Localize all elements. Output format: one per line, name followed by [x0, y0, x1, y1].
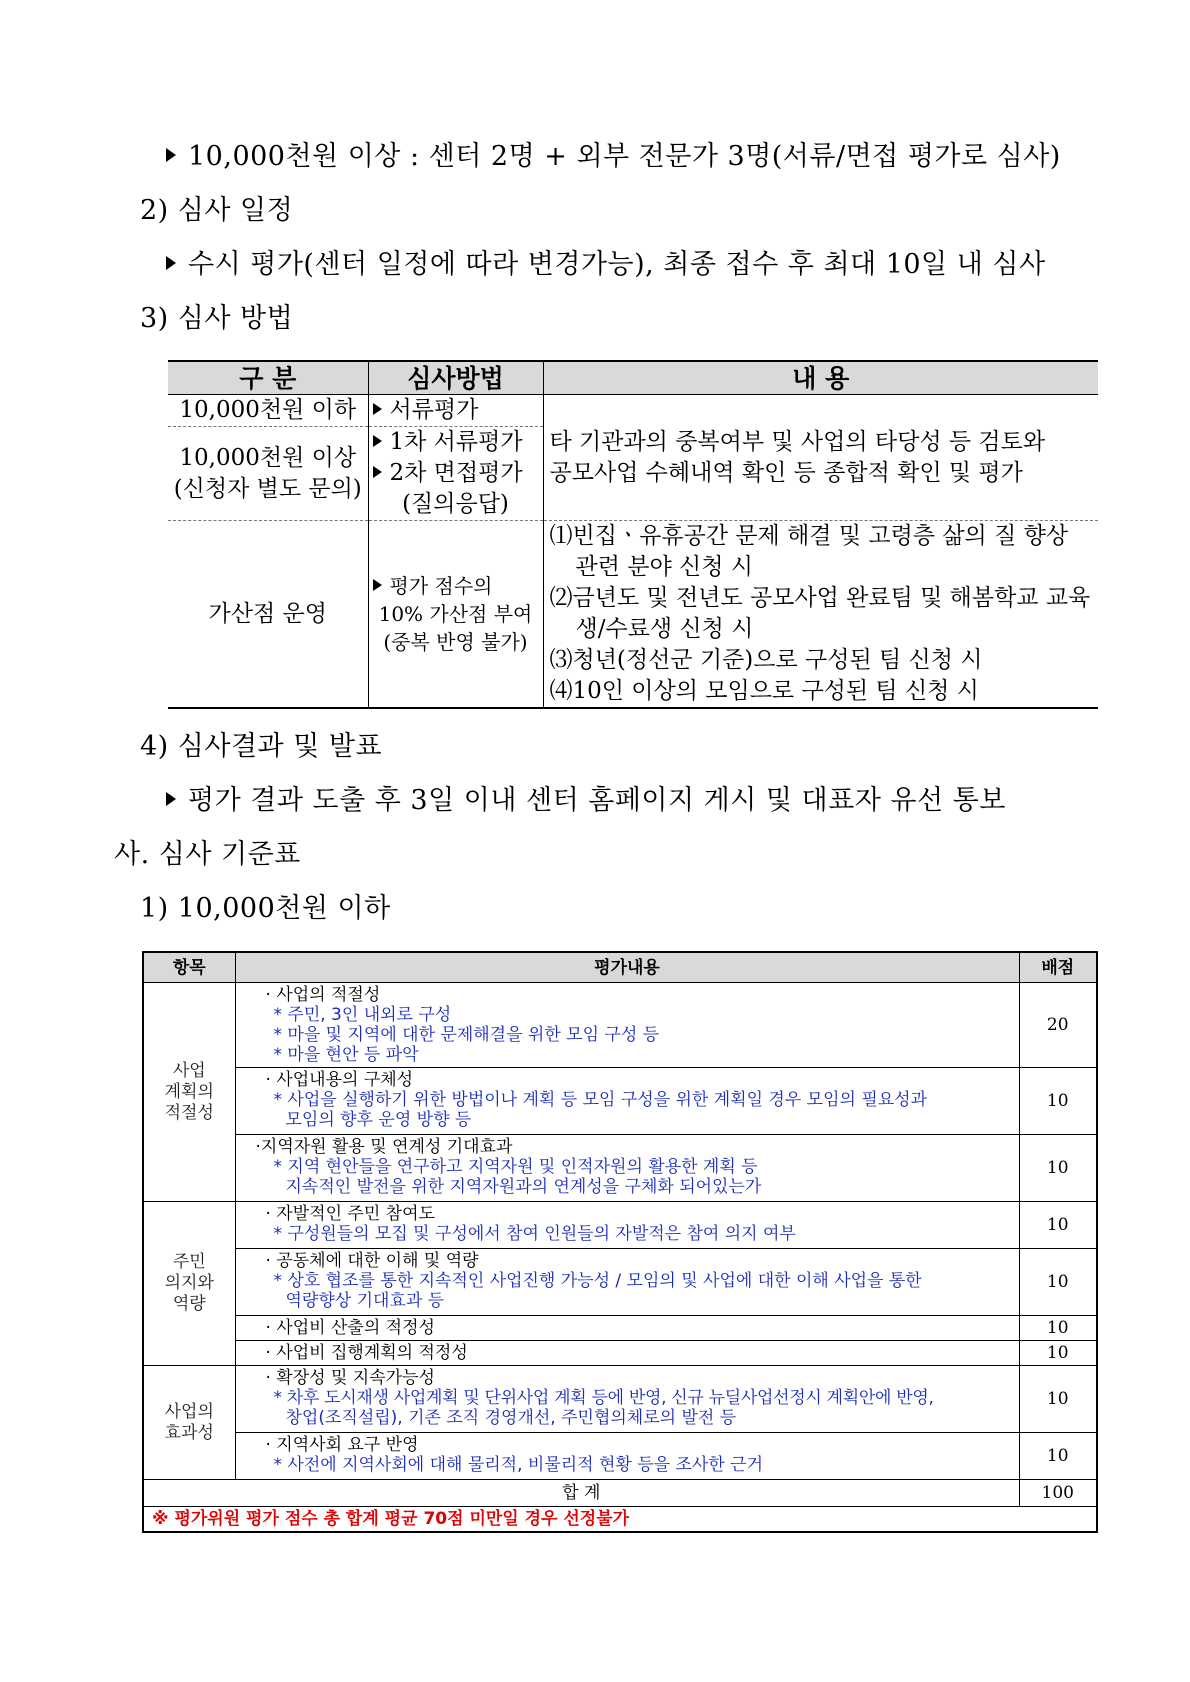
criteria-detail: * 주민, 3인 내외로 구성	[273, 1005, 452, 1025]
category-label: 주민	[172, 1252, 206, 1272]
criteria-row	[143, 1366, 1097, 1433]
criteria-detail: * 사전에 지역사회에 대해 물리적, 비물리적 현황 등을 조사한 근거	[273, 1455, 764, 1475]
criteria-score: 10	[1019, 1366, 1097, 1433]
criteria-detail: * 마을 및 지역에 대한 문제해결을 위한 모임 구성 등	[273, 1025, 660, 1045]
criteria-content	[235, 1341, 1019, 1366]
criteria-row	[143, 1068, 1097, 1135]
bullet-triangle-icon	[373, 403, 382, 415]
criteria-detail: * 사업을 실행하기 위한 방법이나 계획 등 모임 구성을 위한 계획일 경우 모임의 필요성과	[273, 1090, 928, 1110]
criteria-score: 10	[1019, 1249, 1097, 1316]
bonus-item: ⑷10인 이상의 모임으로 구성된 팀 신청 시	[549, 678, 979, 704]
criteria-title: · 사업내용의 구체성	[265, 1070, 414, 1090]
section-heading-method: 3) 심사 방법	[140, 303, 294, 334]
results-line: 평가 결과 도출 후 3일 이내 센터 홈페이지 게시 및 대표자 유선 통보	[166, 784, 1006, 818]
subsection-heading-under-10m: 1) 10,000천원 이하	[140, 893, 391, 924]
criteria-row	[143, 983, 1097, 1068]
method-step-note: (질의응답)	[402, 491, 509, 517]
bonus-item: ⑶청년(정선군 기준)으로 구성된 팀 신청 시	[549, 647, 983, 673]
criteria-row	[143, 1135, 1097, 1202]
header-item: 항목	[143, 952, 235, 983]
method-table-header	[168, 361, 1098, 395]
row-over-category-note: (신청자 별도 문의)	[173, 475, 362, 502]
criteria-content	[235, 1135, 1019, 1202]
bullet-triangle-icon	[373, 435, 382, 447]
bonus-method-line: 10% 가산점 부여	[378, 602, 533, 626]
eval-committee-line: 10,000천원 이상 : 센터 2명 + 외부 전문가 3명(서류/면접 평가로 심사)	[166, 140, 1061, 174]
criteria-score: 10	[1019, 1068, 1097, 1135]
criteria-detail: 지속적인 발전을 위한 지역자원과의 연계성을 구체화 되어있는가	[285, 1177, 762, 1197]
criteria-title: · 확장성 및 지속가능성	[265, 1368, 435, 1388]
criteria-detail: 모임의 향후 운영 방향 등	[285, 1110, 472, 1130]
category-label: 사업	[172, 1060, 206, 1081]
criteria-title: · 사업비 집행계획의 적정성	[265, 1343, 468, 1363]
header-content: 내 용	[543, 361, 1098, 395]
method-row-bonus	[168, 521, 1098, 709]
method-content-cell	[543, 395, 1098, 521]
criteria-content	[235, 1366, 1019, 1433]
header-method: 심사방법	[368, 361, 543, 395]
criteria-title: · 사업비 산출의 적정성	[265, 1318, 435, 1338]
criteria-title: · 사업의 적절성	[265, 985, 381, 1005]
criteria-title: · 자발적인 주민 참여도	[265, 1204, 435, 1224]
bonus-item: ⑵금년도 및 전년도 공모사업 완료팀 및 해봄학교 교육생/수료생 신청 시	[549, 585, 1091, 642]
bonus-category: 가산점 운영	[168, 521, 368, 709]
row-under-method: 서류평가	[368, 395, 543, 427]
criteria-table-header	[143, 952, 1097, 983]
header-category: 구 분	[168, 361, 368, 395]
method-content-line: 공모사업 수혜내역 확인 등 종합적 확인 및 평가	[549, 459, 1023, 486]
row-under-category: 10,000천원 이하	[168, 395, 368, 427]
criteria-content	[235, 1202, 1019, 1249]
category-resident-will	[143, 1202, 235, 1366]
criteria-title: ·지역자원 활용 및 연계성 기대효과	[255, 1137, 513, 1157]
section-heading-schedule: 2) 심사 일정	[140, 195, 294, 226]
bonus-method	[368, 521, 543, 709]
total-score: 100	[1019, 1480, 1097, 1507]
criteria-score: 10	[1019, 1135, 1097, 1202]
bonus-item: ⑴빈집ㆍ유휴공간 문제 해결 및 고령층 삶의 질 향상 관련 분야 신청 시	[549, 523, 1069, 580]
category-label: 적절성	[164, 1102, 214, 1123]
section-heading-results: 4) 심사결과 및 발표	[140, 731, 383, 762]
criteria-row	[143, 1316, 1097, 1341]
bullet-triangle-icon	[373, 579, 382, 591]
schedule-line: 수시 평가(센터 일정에 따라 변경가능), 최종 접수 후 최대 10일 내 심사	[166, 248, 1046, 282]
bonus-content	[543, 521, 1098, 709]
criteria-row	[143, 1341, 1097, 1366]
criteria-score: 10	[1019, 1341, 1097, 1366]
criteria-content	[235, 1433, 1019, 1480]
row-over-method	[368, 427, 543, 521]
category-label: 역량	[172, 1294, 206, 1314]
criteria-content	[235, 1068, 1019, 1135]
review-method-table	[168, 360, 1098, 709]
criteria-content	[235, 1316, 1019, 1341]
evaluation-criteria-table	[142, 951, 1098, 1533]
method-step: 2차 면접평가	[373, 458, 539, 489]
method-step: 1차 서류평가	[373, 427, 539, 458]
row-over-category-line: 10,000천원 이상	[179, 444, 357, 471]
criteria-row	[143, 1202, 1097, 1249]
method-row-under	[168, 395, 1098, 427]
criteria-detail: 창업(조직설립), 기존 조직 경영개선, 주민협의체로의 발전 등	[285, 1408, 737, 1428]
criteria-score: 10	[1019, 1202, 1097, 1249]
criteria-detail: 역량향상 기대효과 등	[285, 1291, 445, 1311]
criteria-row	[143, 1249, 1097, 1316]
row-over-category	[168, 427, 368, 521]
criteria-total-row	[143, 1480, 1097, 1507]
criteria-score: 10	[1019, 1316, 1097, 1341]
criteria-content	[235, 983, 1019, 1068]
total-label: 합 계	[143, 1480, 1019, 1507]
bonus-method-line: 평가 점수의	[373, 572, 539, 600]
category-effectiveness	[143, 1366, 235, 1480]
bullet-triangle-icon	[166, 256, 176, 270]
bonus-method-line: (중복 반영 불가)	[383, 630, 528, 654]
category-label: 계획의	[164, 1081, 214, 1102]
criteria-detail: * 마을 현안 등 파악	[273, 1045, 419, 1065]
header-eval-content: 평가내용	[235, 952, 1019, 983]
bullet-triangle-icon	[166, 792, 176, 806]
category-plan-adequacy	[143, 983, 235, 1202]
criteria-content	[235, 1249, 1019, 1316]
criteria-detail: * 구성원들의 모집 및 구성에서 참여 인원들의 자발적은 참여 의지 여부	[273, 1224, 796, 1244]
header-score: 배점	[1019, 952, 1097, 983]
criteria-row	[143, 1433, 1097, 1480]
criteria-detail: * 지역 현안들을 연구하고 지역자원 및 인적자원의 활용한 계획 등	[273, 1157, 758, 1177]
criteria-score: 20	[1019, 983, 1097, 1068]
bullet-triangle-icon	[373, 466, 382, 478]
criteria-score: 10	[1019, 1433, 1097, 1480]
method-content-line: 타 기관과의 중복여부 및 사업의 타당성 등 검토와	[549, 428, 1046, 455]
section-heading-criteria: 사. 심사 기준표	[114, 839, 301, 870]
category-label: 의지와	[164, 1273, 214, 1293]
category-label: 효과성	[164, 1422, 214, 1443]
criteria-detail: * 차후 도시재생 사업계획 및 단위사업 계획 등에 반영, 신규 뉴딜사업선정시 계획안에 반영,	[273, 1388, 934, 1408]
criteria-title: · 공동체에 대한 이해 및 역량	[265, 1251, 479, 1271]
bullet-triangle-icon	[166, 148, 176, 162]
category-label: 사업의	[164, 1401, 214, 1422]
disqualification-note: ※ 평가위원 평가 점수 총 합계 평균 70점 미만일 경우 선정불가	[143, 1507, 1097, 1533]
criteria-title: · 지역사회 요구 반영	[265, 1435, 419, 1455]
criteria-note-row	[143, 1507, 1097, 1533]
criteria-detail: * 상호 협조를 통한 지속적인 사업진행 가능성 / 모임의 및 사업에 대한 이해 사업을 통한	[273, 1271, 922, 1291]
